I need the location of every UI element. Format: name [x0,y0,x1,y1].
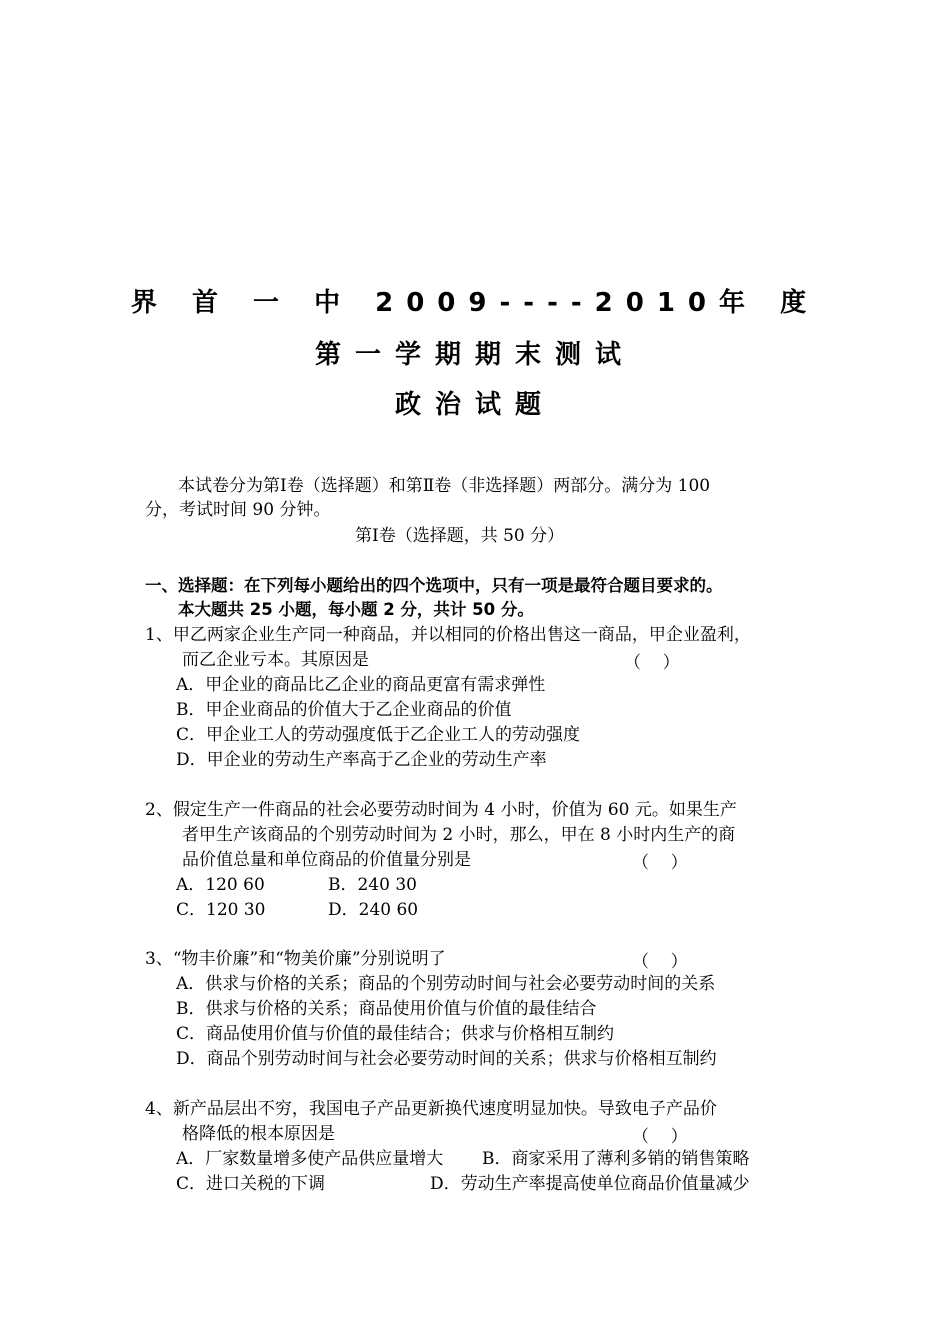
question-4-option-b: B．商家采用了薄利多销的销售策略 [482,1149,750,1169]
question-3-stem: 3、“物丰价廉”和“物美价廉”分别说明了 [145,949,446,969]
intro-line-1: 本试卷分为第Ⅰ卷（选择题）和第Ⅱ卷（非选择题）两部分。满分为 100 [178,476,711,496]
section-heading-line-2: 本大题共 25 小题，每小题 2 分，共计 50 分。 [178,600,534,619]
question-4-option-d: D．劳动生产率提高使单位商品价值量减少 [430,1174,750,1194]
part-one-heading: 第Ⅰ卷（选择题，共 50 分） [355,526,565,546]
question-2-option-d: D．240 60 [328,900,419,920]
question-1-stem-line-2: 而乙企业亏本。其原因是 [182,650,369,670]
question-4-stem-line-2: 格降低的根本原因是 [182,1124,335,1144]
question-1-option-d: D．甲企业的劳动生产率高于乙企业的劳动生产率 [176,750,547,770]
question-1-option-c: C．甲企业工人的劳动强度低于乙企业工人的劳动强度 [176,725,581,745]
section-heading-line-1: 一、选择题：在下列每小题给出的四个选项中，只有一项是最符合题目要求的。 [145,576,723,595]
question-3-option-b: B．供求与价格的关系；商品使用价值与价值的最佳结合 [176,999,597,1019]
exam-title-school-year: 界 首 一 中 2009----2010年 度 [130,288,820,318]
question-2-answer-blank: （ ） [632,853,688,873]
question-4-option-a: A．厂家数量增多使产品供应量增大 [176,1149,444,1169]
question-1-option-b: B．甲企业商品的价值大于乙企业商品的价值 [176,700,512,720]
intro-line-2: 分，考试时间 90 分钟。 [145,500,331,520]
exam-title-term: 第一学期期末测试 [314,340,635,370]
question-2-option-b: B．240 30 [328,875,417,895]
question-2-option-c: C．120 30 [176,900,266,920]
question-3-option-a: A．供求与价格的关系；商品的个别劳动时间与社会必要劳动时间的关系 [176,974,716,994]
question-4-answer-blank: （ ） [632,1127,688,1147]
question-1-option-a: A．甲企业的商品比乙企业的商品更富有需求弹性 [176,675,546,695]
question-4-stem-line-1: 4、新产品层出不穷，我国电子产品更新换代速度明显加快。导致电子产品价 [145,1099,717,1119]
question-2-stem-line-2: 者甲生产该商品的个别劳动时间为 2 小时，那么，甲在 8 小时内生产的商 [182,825,736,845]
question-2-stem-line-1: 2、假定生产一件商品的社会必要劳动时间为 4 小时，价值为 60 元。如果生产 [145,800,737,820]
question-3-option-c: C．商品使用价值与价值的最佳结合；供求与价格相互制约 [176,1024,615,1044]
question-3-option-d: D．商品个别劳动时间与社会必要劳动时间的关系；供求与价格相互制约 [176,1049,717,1069]
question-1-stem-line-1: 1、甲乙两家企业生产同一种商品，并以相同的价格出售这一商品，甲企业盈利， [145,625,751,645]
question-4-option-c: C．进口关税的下调 [176,1174,326,1194]
question-1-answer-blank: （ ） [624,653,680,673]
question-2-stem-line-3: 品价值总量和单位商品的价值量分别是 [182,850,471,870]
question-2-option-a: A．120 60 [176,875,265,895]
exam-title-subject: 政治试题 [394,390,555,420]
question-3-answer-blank: （ ） [632,952,688,972]
